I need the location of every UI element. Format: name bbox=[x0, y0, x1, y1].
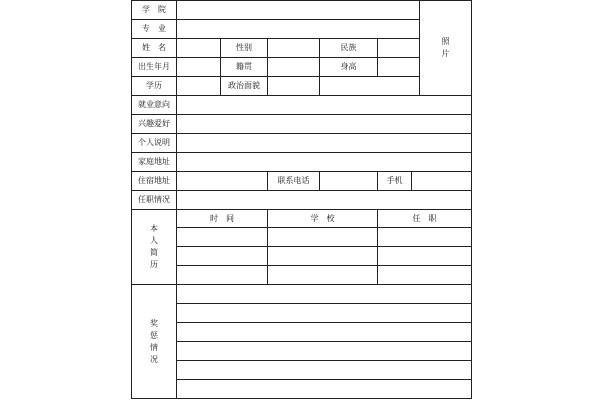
gender-field[interactable] bbox=[268, 39, 320, 58]
native-place-field[interactable] bbox=[268, 58, 320, 77]
phone-field[interactable] bbox=[320, 172, 378, 191]
awards-line[interactable] bbox=[177, 342, 472, 361]
residence-address-field[interactable] bbox=[177, 172, 268, 191]
resume-post-header: 任 职 bbox=[378, 210, 472, 228]
resume-post-cell[interactable] bbox=[378, 266, 472, 285]
awards-line[interactable] bbox=[177, 285, 472, 304]
photo-label: 照片 bbox=[441, 37, 450, 58]
resume-label-cell bbox=[132, 210, 177, 285]
name-field[interactable] bbox=[177, 39, 221, 58]
career-intent-label: 就业意向 bbox=[132, 96, 177, 115]
birth-field[interactable] bbox=[177, 58, 221, 77]
resume-time-cell[interactable] bbox=[177, 247, 268, 266]
awards-line[interactable] bbox=[177, 323, 472, 342]
height-field[interactable] bbox=[378, 58, 420, 77]
position-label: 任职情况 bbox=[132, 191, 177, 210]
awards-line[interactable] bbox=[177, 304, 472, 323]
political-status-field[interactable] bbox=[268, 77, 320, 96]
name-label: 姓 名 bbox=[132, 39, 177, 58]
home-address-label: 家庭地址 bbox=[132, 153, 177, 172]
personal-statement-label: 个人说明 bbox=[132, 134, 177, 153]
career-intent-field[interactable] bbox=[177, 96, 472, 115]
resume-school-cell[interactable] bbox=[268, 228, 378, 247]
resume-school-cell[interactable] bbox=[268, 266, 378, 285]
height-label: 身高 bbox=[320, 58, 378, 77]
hobby-label: 兴趣爱好 bbox=[132, 115, 177, 134]
personal-statement-field[interactable] bbox=[177, 134, 472, 153]
college-field[interactable] bbox=[177, 1, 420, 20]
birth-label: 出生年月 bbox=[132, 58, 177, 77]
ethnicity-label: 民族 bbox=[320, 39, 378, 58]
awards-label-cell bbox=[132, 285, 177, 399]
phone-label: 联系电话 bbox=[268, 172, 320, 191]
awards-line[interactable] bbox=[177, 361, 472, 380]
student-registration-form bbox=[131, 0, 472, 399]
college-label: 学 院 bbox=[132, 1, 177, 20]
photo-box[interactable] bbox=[420, 1, 472, 96]
native-place-label: 籍贯 bbox=[221, 58, 268, 77]
resume-time-header: 时 间 bbox=[177, 210, 268, 228]
mobile-label: 手机 bbox=[378, 172, 412, 191]
mobile-field[interactable] bbox=[412, 172, 472, 191]
awards-line[interactable] bbox=[177, 380, 472, 399]
resume-time-cell[interactable] bbox=[177, 228, 268, 247]
position-field[interactable] bbox=[177, 191, 472, 210]
gender-label: 性别 bbox=[221, 39, 268, 58]
residence-address-label: 住宿地址 bbox=[132, 172, 177, 191]
awards-label: 奖惩情况 bbox=[150, 318, 158, 364]
resume-school-cell[interactable] bbox=[268, 247, 378, 266]
political-status-label: 政治面貌 bbox=[221, 77, 268, 96]
resume-post-cell[interactable] bbox=[378, 228, 472, 247]
hobby-field[interactable] bbox=[177, 115, 472, 134]
education-label: 学历 bbox=[132, 77, 177, 96]
ethnicity-field[interactable] bbox=[378, 39, 420, 58]
major-label: 专 业 bbox=[132, 20, 177, 39]
resume-time-cell[interactable] bbox=[177, 266, 268, 285]
education-row-blank bbox=[320, 77, 420, 96]
major-field[interactable] bbox=[177, 20, 420, 39]
home-address-field[interactable] bbox=[177, 153, 472, 172]
resume-label: 本人简历 bbox=[150, 224, 158, 269]
resume-post-cell[interactable] bbox=[378, 247, 472, 266]
resume-school-header: 学 校 bbox=[268, 210, 378, 228]
education-field[interactable] bbox=[177, 77, 221, 96]
